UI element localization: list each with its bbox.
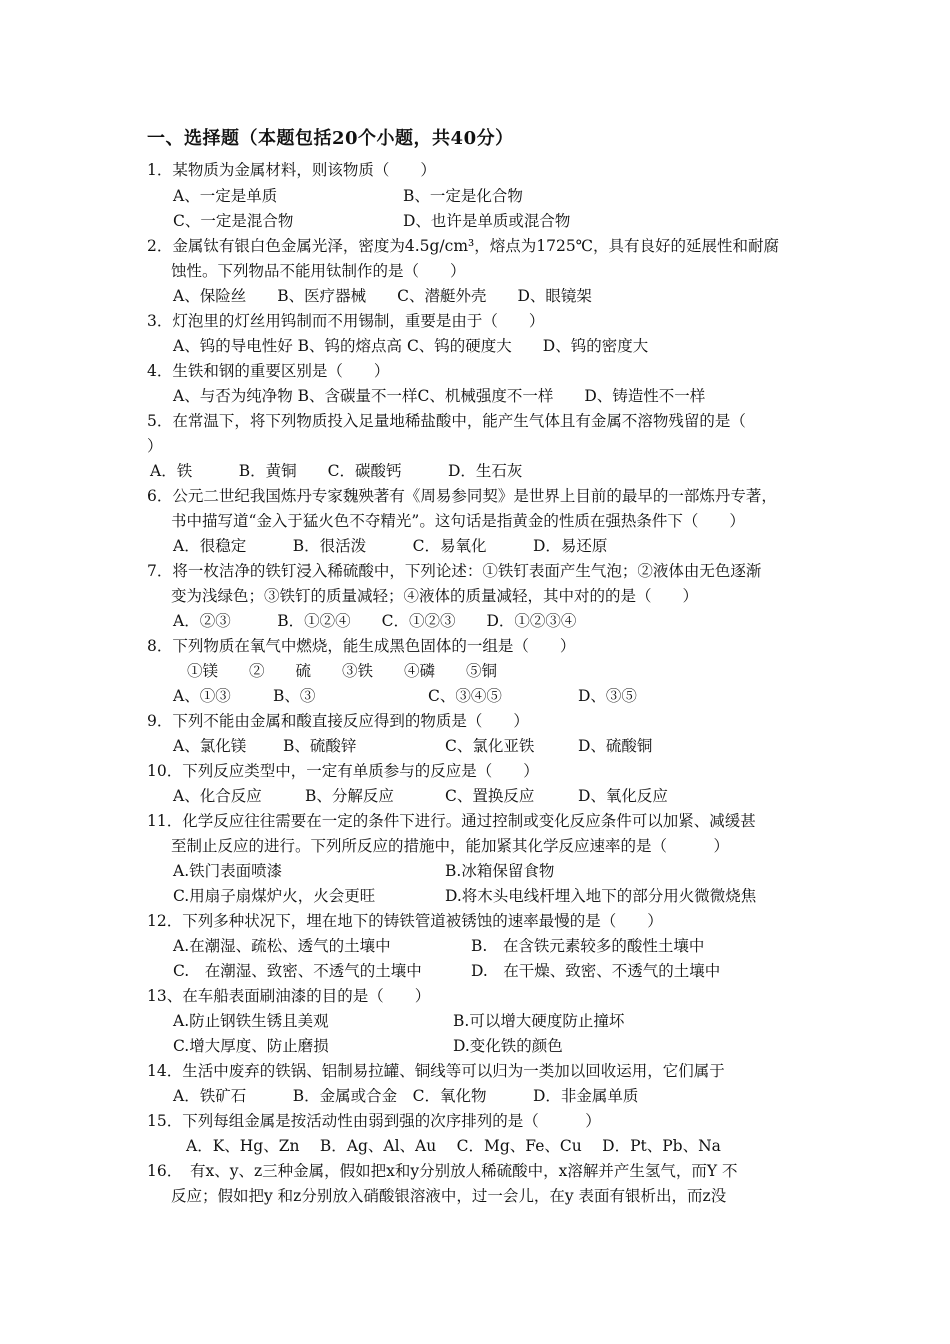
q8-option-d: D、③⑤ (578, 687, 637, 705)
q14-stem: 14．生活中废弃的铁锅、铝制易拉罐、铜线等可以归为一类加以回收运用，它们属于 (147, 1062, 725, 1080)
q16-stem-line2: 反应；假如把y 和z分别放入硝酸银溶液中，过一会儿，在y 表面有银析出，而z没 (171, 1187, 727, 1205)
q5-stem-line1: 5．在常温下，将下列物质投入足量地稀盐酸中，能产生气体且有金属不溶物残留的是（ (147, 412, 746, 430)
q10-option-c: C、置换反应 (445, 787, 535, 805)
q6-options: A．很稳定 B．很活泼 C．易氧化 D．易还原 (173, 537, 608, 555)
q1-option-d: D、也许是单质或混合物 (403, 212, 571, 230)
q1-option-b: B、一定是化合物 (403, 187, 523, 205)
q12-option-d: D. 在干燥、致密、不透气的土壤中 (471, 962, 721, 980)
q4-options: A、与否为纯净物 B、含碳量不一样C、机械强度不一样 D、铸造性不一样 (173, 387, 706, 405)
q2-stem-line2: 蚀性。下列物品不能用钛制作的是（ ） (171, 262, 466, 280)
q9-option-c: C、氯化亚铁 (445, 737, 535, 755)
q13-option-a: A.防止钢铁生锈且美观 (173, 1012, 329, 1030)
q7-options: A．②③ B．①②④ C．①②③ D．①②③④ (173, 612, 577, 630)
q7-stem-line1: 7．将一枚洁净的铁钉浸入稀硫酸中，下列论述：①铁钉表面产生气泡；②液体由无色逐渐 (147, 562, 762, 580)
q9-stem: 9．下列不能由金属和酸直接反应得到的物质是（ ） (147, 712, 529, 730)
q6-stem-line1: 6．公元二世纪我国炼丹专家魏殃著有《周易参同契》是世界上目前的最早的一部炼丹专著， (147, 487, 777, 505)
q1-option-a: A、一定是单质 (173, 187, 278, 205)
q3-stem: 3．灯泡里的灯丝用钨制而不用锡制，重要是由于（ ） (147, 312, 545, 330)
q11-option-c: C.用扇子扇煤炉火，火会更旺 (173, 887, 376, 905)
q16-stem-line1: 16． 有x、y、z三种金属，假如把x和y分别放人稀硫酸中，x溶解并产生氢气，而Y 不 (147, 1162, 738, 1180)
q8-stem: 8．下列物质在氧气中燃烧，能生成黑色固体的一组是（ ） (147, 637, 576, 655)
q12-option-a: A.在潮湿、疏松、透气的土壤中 (173, 937, 391, 955)
q10-option-d: D、氧化反应 (578, 787, 668, 805)
q6-stem-line2: 书中描写道“金入于猛火色不夺精光”。这句话是指黄金的性质在强热条件下（ ） (171, 512, 745, 530)
q9-option-d: D、硫酸铜 (578, 737, 653, 755)
q8-option-c: C、③④⑤ (428, 687, 502, 705)
q14-options: A．铁矿石 B．金属或合金 C．氧化物 D．非金属单质 (173, 1087, 639, 1105)
q1-option-c: C、一定是混合物 (173, 212, 294, 230)
q11-option-d: D.将木头电线杆埋入地下的部分用火微微烧焦 (445, 887, 757, 905)
q5-options: A．铁 B．黄铜 C．碳酸钙 D．生石灰 (150, 462, 523, 480)
q3-options: A、钨的导电性好 B、钨的熔点高 C、钨的硬度大 D、钨的密度大 (173, 337, 649, 355)
q8-items: ①镁 ② 硫 ③铁 ④磷 ⑤铜 (187, 662, 498, 680)
q12-stem: 12．下列多种状况下，埋在地下的铸铁管道被锈蚀的速率最慢的是（ ） (147, 912, 663, 930)
q11-option-b: B.冰箱保留食物 (445, 862, 555, 880)
q11-option-a: A.铁门表面喷漆 (173, 862, 283, 880)
q10-option-a: A、化合反应 (173, 787, 262, 805)
q11-stem-line1: 11．化学反应往往需要在一定的条件下进行。通过控制或变化反应条件可以加紧、减缓甚 (147, 812, 756, 830)
q15-options: A．K、Hg、Zn B．Ag、Al、Au C．Mg、Fe、Cu D．Pt、Pb、Na (186, 1137, 721, 1155)
q12-option-b: B. 在含铁元素较多的酸性土壤中 (471, 937, 705, 955)
q2-stem-line1: 2．金属钛有银白色金属光泽，密度为4.5g/cm³，熔点为1725℃，具有良好的延展性和耐腐 (147, 237, 780, 255)
q10-option-b: B、分解反应 (305, 787, 394, 805)
q8-option-a: A、①③ (173, 687, 231, 705)
q15-stem: 15．下列每组金属是按活动性由弱到强的次序排列的是（ ） (147, 1112, 601, 1130)
section-title: 一、选择题（本题包括20个小题，共40分） (147, 128, 514, 149)
q10-stem: 10．下列反应类型中，一定有单质参与的反应是（ ） (147, 762, 539, 780)
q13-option-b: B.可以增大硬度防止撞坏 (453, 1012, 625, 1030)
q5-stem-line2: ） (147, 437, 163, 455)
q8-option-b: B、③ (273, 687, 316, 705)
q1-stem: 1．某物质为金属材料，则该物质（ ） (147, 161, 436, 179)
q13-option-d: D.变化铁的颜色 (453, 1037, 563, 1055)
q13-stem: 13、在车船表面刷油漆的目的是（ ） (147, 987, 431, 1005)
q13-option-c: C.增大厚度、防止磨损 (173, 1037, 329, 1055)
q9-option-a: A、氯化镁 (173, 737, 247, 755)
q9-option-b: B、硫酸锌 (283, 737, 357, 755)
q12-option-c: C. 在潮湿、致密、不透气的土壤中 (173, 962, 422, 980)
q2-options: A、保险丝 B、医疗器械 C、潜艇外壳 D、眼镜架 (173, 287, 592, 305)
q11-stem-line2: 至制止反应的进行。下列所反应的措施中，能加紧其化学反应速率的是（ ） (171, 837, 730, 855)
q4-stem: 4．生铁和钢的重要区别是（ ） (147, 362, 390, 380)
q7-stem-line2: 变为浅绿色；③铁钉的质量减轻；④液体的质量减轻，其中对的的是（ ） (171, 587, 699, 605)
